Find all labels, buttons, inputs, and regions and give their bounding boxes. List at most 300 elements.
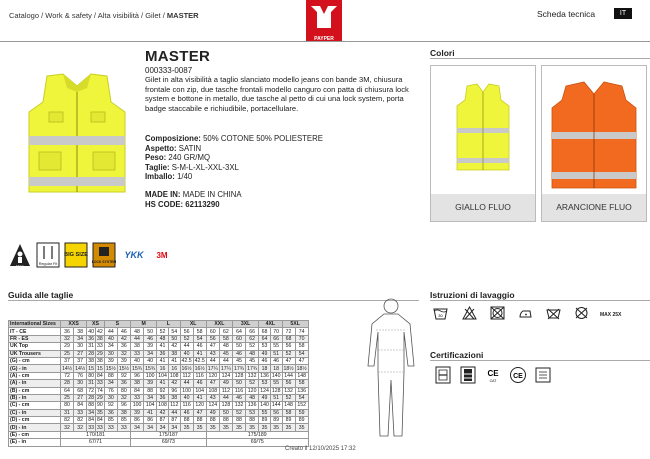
svg-text:CE: CE (513, 373, 523, 380)
table-cell: 152 (295, 402, 308, 409)
table-cell: 82 (74, 417, 87, 424)
table-cell: 35 (282, 424, 295, 431)
table-cell: 56 (180, 328, 193, 335)
color-card-giallo[interactable] (430, 65, 536, 222)
table-cell: 44 (168, 409, 180, 416)
product-specs (145, 134, 323, 182)
table-cell: 54 (193, 335, 206, 342)
table-cell: 44 (104, 328, 117, 335)
column-header: 4XL (259, 321, 282, 328)
table-cell: 35 (206, 424, 219, 431)
table-cell: 42.5 (194, 358, 205, 365)
lock-system-icon (92, 242, 116, 268)
table-cell: 29 (97, 395, 103, 402)
table-cell: 38 (88, 358, 94, 365)
table-cell: 48 (246, 394, 259, 401)
table-cell: 72 (61, 372, 74, 379)
table-cell: 42 (168, 380, 180, 387)
table-cell: 84 (88, 417, 94, 424)
breadcrumb-current: MASTER (166, 11, 199, 20)
table-cell: 36 (104, 409, 117, 416)
row-header: (C) - cm (9, 402, 61, 409)
table-cell: 17¼ (220, 365, 231, 372)
table-cell: 15½ (105, 365, 116, 372)
table-cell: 46 (144, 335, 157, 342)
table-cell: 108 (169, 372, 179, 379)
table-cell: 28 (88, 395, 94, 402)
table-cell: 15¾ (145, 365, 156, 372)
table-cell: 67/71 (61, 439, 131, 446)
table-cell: 76 (74, 372, 87, 379)
table-cell: 33 (97, 424, 103, 431)
column-header: XXS (61, 321, 87, 328)
table-cell: 175/189 (206, 431, 308, 438)
table-row (9, 439, 309, 446)
hi-vis-class-icon (458, 366, 478, 384)
table-cell: 34 (144, 394, 157, 401)
table-cell: 70 (295, 335, 308, 342)
table-cell: 60 (232, 335, 245, 342)
wash-30-icon (433, 306, 448, 320)
table-cell: 39 (117, 357, 130, 364)
table-cell: 100 (131, 402, 144, 409)
table-cell: 41 (157, 357, 169, 364)
table-cell: 18½ (296, 365, 307, 372)
table-cell: 62 (246, 335, 259, 342)
table-cell: 80 (61, 402, 74, 409)
table-cell: 96 (117, 402, 130, 409)
row-header: (D) - cm (9, 417, 61, 424)
table-cell: 42.5 (181, 358, 192, 365)
no-tumble-dry-icon (490, 306, 505, 320)
table-cell: 35 (246, 424, 259, 431)
table-cell: 80 (117, 387, 130, 394)
table-cell: 33 (97, 343, 103, 350)
table-cell: 87 (157, 417, 169, 424)
table-cell: 30 (74, 343, 87, 350)
table-cell: 58 (295, 343, 308, 350)
table-cell: 116 (232, 387, 245, 394)
table-cell: 53 (259, 380, 271, 387)
table-cell: 25 (61, 350, 74, 357)
color-label: GIALLO FLUO (431, 194, 535, 221)
table-cell: 50 (168, 335, 180, 342)
table-cell: 15 (88, 365, 94, 372)
table-cell: 84 (97, 372, 103, 379)
table-cell: 136 (295, 387, 308, 394)
table-cell: 44 (206, 357, 219, 364)
table-cell: 89 (282, 417, 295, 424)
table-cell: 16 (157, 365, 169, 372)
table-cell: 58 (219, 335, 232, 342)
table-cell: 144 (271, 402, 281, 409)
certifications-title: Certificazioni (430, 350, 484, 360)
table-cell: 120 (246, 387, 259, 394)
table-row (9, 431, 309, 438)
table-row (9, 335, 309, 342)
table-cell: 52 (157, 328, 169, 335)
no-bleach-icon (462, 306, 477, 320)
table-cell: 140 (260, 402, 269, 409)
table-cell: 96 (131, 372, 144, 379)
ykk-logo-icon (120, 242, 148, 268)
table-cell: 40 (104, 335, 117, 342)
table-cell: 88 (206, 417, 219, 424)
table-row (9, 350, 309, 357)
breadcrumb-item[interactable]: Catalogo (9, 11, 40, 20)
column-header: 5XL (282, 321, 308, 328)
table-cell: 28 (88, 350, 94, 357)
table-cell: 46 (232, 350, 245, 357)
table-row (9, 328, 309, 335)
table-cell: 46 (117, 328, 130, 335)
product-description: Gilet in alta visibilità a taglio slanciato modello jeans con bande 3M, chiusura frontale con zip, due tasche frontali modello canguro con patta di chiusura lock system e bottone in metallo, due tasche al petto di cui una lock system, porta badge staccabile e richiudibile, portacellulare. (145, 75, 409, 113)
spec-composizione: Composizione: 50% COTONE 50% POLIESTERE (145, 134, 323, 143)
color-label: ARANCIONE FLUO (542, 194, 646, 221)
table-header-row (9, 321, 309, 328)
table-cell: 66 (270, 335, 282, 342)
table-cell: 128 (219, 402, 232, 409)
color-card-arancione[interactable] (541, 65, 647, 222)
table-cell: 50 (232, 380, 245, 387)
table-cell: 49 (259, 350, 271, 357)
table-cell: 84 (131, 387, 144, 394)
table-cell: 132 (232, 402, 245, 409)
table-cell: 40 (144, 357, 157, 364)
man-icon (8, 242, 32, 268)
table-cell: 34 (74, 335, 87, 342)
table-cell: 82 (61, 417, 74, 424)
column-header: XXL (206, 321, 232, 328)
svg-text:Man: Man (16, 263, 24, 268)
table-cell: 48 (219, 343, 232, 350)
table-cell: 29 (97, 350, 103, 357)
row-header: (E) - cm (9, 431, 61, 438)
table-cell: 55 (270, 343, 282, 350)
column-header: XL (180, 321, 206, 328)
table-cell: 54 (295, 350, 308, 357)
table-cell: 41 (193, 394, 206, 401)
table-cell: 52 (246, 343, 259, 350)
table-cell: 175/187 (131, 431, 207, 438)
table-cell: 40 (131, 357, 144, 364)
table-cell: 35 (97, 409, 103, 416)
table-cell: 38 (131, 343, 144, 350)
ce-cat-icon (483, 366, 503, 384)
table-cell: 33 (131, 350, 144, 357)
table-cell: 100 (180, 387, 193, 394)
table-cell: 80 (88, 372, 94, 379)
table-cell: 36 (61, 328, 74, 335)
spec-taglie: Taglie: S-M-L-XL-XXL-3XL (145, 162, 239, 172)
hs-code: HS CODE: 62113290 (145, 200, 220, 209)
table-cell: 104 (193, 387, 206, 394)
column-header: S (104, 321, 130, 328)
table-cell: 86 (144, 417, 157, 424)
table-cell: 74 (97, 387, 103, 394)
row-header: (C) - in (9, 409, 61, 416)
table-cell: 41 (144, 409, 157, 416)
svg-text:Regular Fit: Regular Fit (38, 262, 58, 266)
table-cell: 128 (232, 372, 245, 379)
table-cell: 44 (219, 394, 232, 401)
table-cell: 136 (246, 402, 259, 409)
table-cell: 85 (117, 417, 130, 424)
table-cell: 41 (157, 343, 169, 350)
table-cell: 72 (282, 328, 295, 335)
table-cell: 64 (61, 387, 74, 394)
table-cell: 40 (180, 394, 193, 401)
table-cell: 35 (180, 424, 193, 431)
body-measure-figure (362, 296, 420, 440)
table-cell: 38 (97, 358, 103, 365)
table-cell: 116 (180, 402, 193, 409)
row-header: UK Top (9, 343, 61, 350)
table-cell: 16 (168, 365, 180, 372)
table-cell: 36 (117, 380, 130, 387)
care-title: Istruzioni di lavaggio (430, 290, 515, 300)
table-cell: 38 (168, 394, 180, 401)
table-cell: 56 (206, 335, 219, 342)
language-selector[interactable]: IT (614, 8, 632, 19)
table-cell: 46 (193, 380, 206, 387)
table-cell: 132 (246, 372, 259, 379)
table-cell: 38 (131, 380, 144, 387)
table-cell: 38 (168, 350, 180, 357)
table-cell: 51 (270, 394, 282, 401)
table-cell: 68 (259, 328, 271, 335)
table-row (9, 343, 309, 350)
no-wring-icon (574, 306, 589, 320)
breadcrumb-item[interactable]: Alta visibilità (97, 11, 139, 20)
table-cell: 44 (131, 335, 144, 342)
origin-info (145, 190, 242, 210)
table-cell: 52 (246, 380, 259, 387)
table-cell: 64 (259, 335, 271, 342)
table-cell: 124 (260, 387, 269, 394)
table-cell: 34 (104, 380, 117, 387)
table-cell: 15 (97, 365, 103, 372)
table-cell: 33 (104, 424, 117, 431)
row-header: FR - ES (9, 335, 61, 342)
brand-name: PAYPER (314, 36, 334, 42)
table-cell: 29 (61, 343, 74, 350)
iron-low-icon (518, 306, 533, 320)
table-cell: 72 (88, 387, 94, 394)
table-cell: 18½ (283, 365, 294, 372)
row-header: (A) - cm (9, 372, 61, 379)
payper-logo[interactable] (302, 0, 346, 44)
big-size-icon (64, 242, 88, 268)
row-header: (E) - in (9, 439, 61, 446)
table-row (9, 409, 309, 416)
table-cell: 35 (295, 424, 308, 431)
table-cell: 47 (282, 357, 295, 364)
table-cell: 112 (170, 402, 179, 409)
table-cell: 74 (295, 328, 308, 335)
table-cell: 85 (104, 417, 117, 424)
table-cell: 34 (88, 409, 94, 416)
table-cell: 112 (219, 387, 232, 394)
product-main-image (25, 72, 129, 196)
table-cell: 88 (246, 417, 259, 424)
table-cell: 42 (168, 343, 180, 350)
table-cell: 46 (259, 357, 271, 364)
row-header: (G) - cm (9, 357, 61, 364)
table-cell: 92 (104, 402, 117, 409)
table-cell: 40 (180, 350, 193, 357)
breadcrumb-item[interactable]: Work & safety (45, 11, 92, 20)
table-cell: 38 (97, 335, 103, 342)
table-row (9, 357, 309, 364)
no-dry-clean-icon (546, 306, 561, 320)
table-cell: 17¾ (233, 365, 245, 372)
svg-text:LOCK SYSTEM: LOCK SYSTEM (92, 260, 116, 264)
made-in: MADE IN: MADE IN CHINA (145, 190, 242, 199)
table-cell: 34 (144, 424, 157, 431)
table-cell: 76 (104, 387, 117, 394)
table-cell: 55 (270, 380, 282, 387)
table-cell: 45 (232, 357, 245, 364)
table-cell: 53 (246, 409, 259, 416)
table-cell: 56 (282, 343, 295, 350)
table-cell: 49 (219, 380, 232, 387)
ce-mark-icon (508, 366, 528, 384)
table-cell: 40 (88, 328, 94, 335)
table-cell: 41 (193, 350, 206, 357)
table-cell: 50 (144, 328, 157, 335)
table-cell: 87 (168, 417, 180, 424)
table-cell: 58 (193, 328, 206, 335)
table-cell: 84 (97, 417, 103, 424)
table-cell: 33 (97, 380, 103, 387)
vest-orange-image (542, 66, 646, 194)
table-row (9, 387, 309, 394)
table-cell: 56 (282, 380, 295, 387)
table-cell: 18 (270, 365, 282, 372)
table-cell: 108 (206, 387, 219, 394)
table-cell: 32 (117, 350, 130, 357)
table-cell: 53 (259, 343, 271, 350)
table-cell: 27 (74, 394, 87, 401)
table-cell: 17¼ (207, 365, 218, 372)
table-cell: 36 (88, 335, 94, 342)
table-cell: 132 (282, 387, 295, 394)
table-cell: 33 (74, 409, 87, 416)
divider (430, 300, 650, 301)
table-cell: 46 (180, 409, 193, 416)
column-header: 3XL (232, 321, 258, 328)
table-cell: 148 (295, 372, 308, 379)
table-cell: 54 (295, 394, 308, 401)
table-cell: 25 (61, 394, 74, 401)
table-cell: 15½ (118, 365, 129, 372)
table-cell: 30 (74, 380, 87, 387)
table-cell: 88 (144, 387, 157, 394)
table-cell: 47 (206, 343, 219, 350)
table-row (9, 372, 309, 379)
table-cell: 50 (219, 409, 232, 416)
spec-peso: Peso: 240 GR/MQ (145, 153, 211, 163)
table-cell: 45 (246, 357, 259, 364)
table-cell: 120 (193, 402, 206, 409)
table-cell: 88 (180, 417, 193, 424)
table-cell: 39 (144, 380, 157, 387)
table-cell: 37 (61, 357, 74, 364)
table-cell: 34 (144, 350, 157, 357)
table-cell: 48 (246, 350, 259, 357)
table-cell: 48 (131, 328, 144, 335)
table-cell: 89 (295, 417, 308, 424)
table-cell: 100 (144, 372, 157, 379)
breadcrumb: Catalogo / Work & safety / Alta visibilità / Gilet / MASTER (9, 11, 199, 20)
product-title: MASTER (145, 48, 211, 65)
table-cell: 60 (206, 328, 219, 335)
table-row (9, 365, 309, 372)
table-cell: 50 (232, 343, 245, 350)
table-cell: 66 (246, 328, 259, 335)
row-header: UK Trousers (9, 350, 61, 357)
column-header: XS (87, 321, 105, 328)
table-cell: 37 (74, 357, 87, 364)
table-cell: 52 (282, 394, 295, 401)
table-cell: 84 (74, 402, 87, 409)
svg-text:BIG SIZE: BIG SIZE (64, 252, 88, 258)
table-cell: 47 (206, 380, 219, 387)
table-cell: 46 (193, 343, 206, 350)
table-cell: 34 (168, 424, 180, 431)
table-row (9, 402, 309, 409)
table-cell: 33 (88, 424, 94, 431)
svg-text:CAT: CAT (489, 379, 497, 383)
table-row (9, 424, 309, 431)
table-cell: 144 (282, 372, 295, 379)
table-cell: 36 (157, 350, 169, 357)
column-header: M (131, 321, 157, 328)
row-header: IT - CE (9, 328, 61, 335)
table-cell: 104 (158, 372, 167, 379)
table-cell: 15¾ (132, 365, 143, 372)
table-cell: 112 (180, 372, 193, 379)
table-cell: 47 (295, 357, 308, 364)
table-cell: 56 (270, 409, 282, 416)
table-cell: 35 (219, 424, 232, 431)
table-cell: 39 (104, 357, 117, 364)
table-cell: 34 (157, 424, 169, 431)
table-cell: 62 (219, 328, 232, 335)
table-row (9, 417, 309, 424)
table-cell: 32 (61, 335, 74, 342)
table-cell: 39 (144, 343, 157, 350)
table-cell: 49 (206, 409, 219, 416)
table-cell: 140 (271, 372, 281, 379)
section-title: Scheda tecnica (537, 9, 596, 19)
table-cell: 30 (104, 350, 117, 357)
table-cell: 52 (232, 409, 245, 416)
table-cell: 69/75 (206, 439, 308, 446)
table-cell: 33 (117, 424, 130, 431)
table-cell: 96 (168, 387, 180, 394)
table-cell: 44 (180, 343, 193, 350)
table-cell: 64 (232, 328, 245, 335)
table-cell: 35 (193, 424, 206, 431)
breadcrumb-item[interactable]: Gilet (145, 11, 161, 20)
table-cell: 47 (193, 409, 206, 416)
table-cell: 31 (61, 409, 74, 416)
table-cell: 44 (219, 357, 232, 364)
product-code: 000333-0087 (145, 66, 193, 75)
table-cell: 104 (144, 402, 157, 409)
